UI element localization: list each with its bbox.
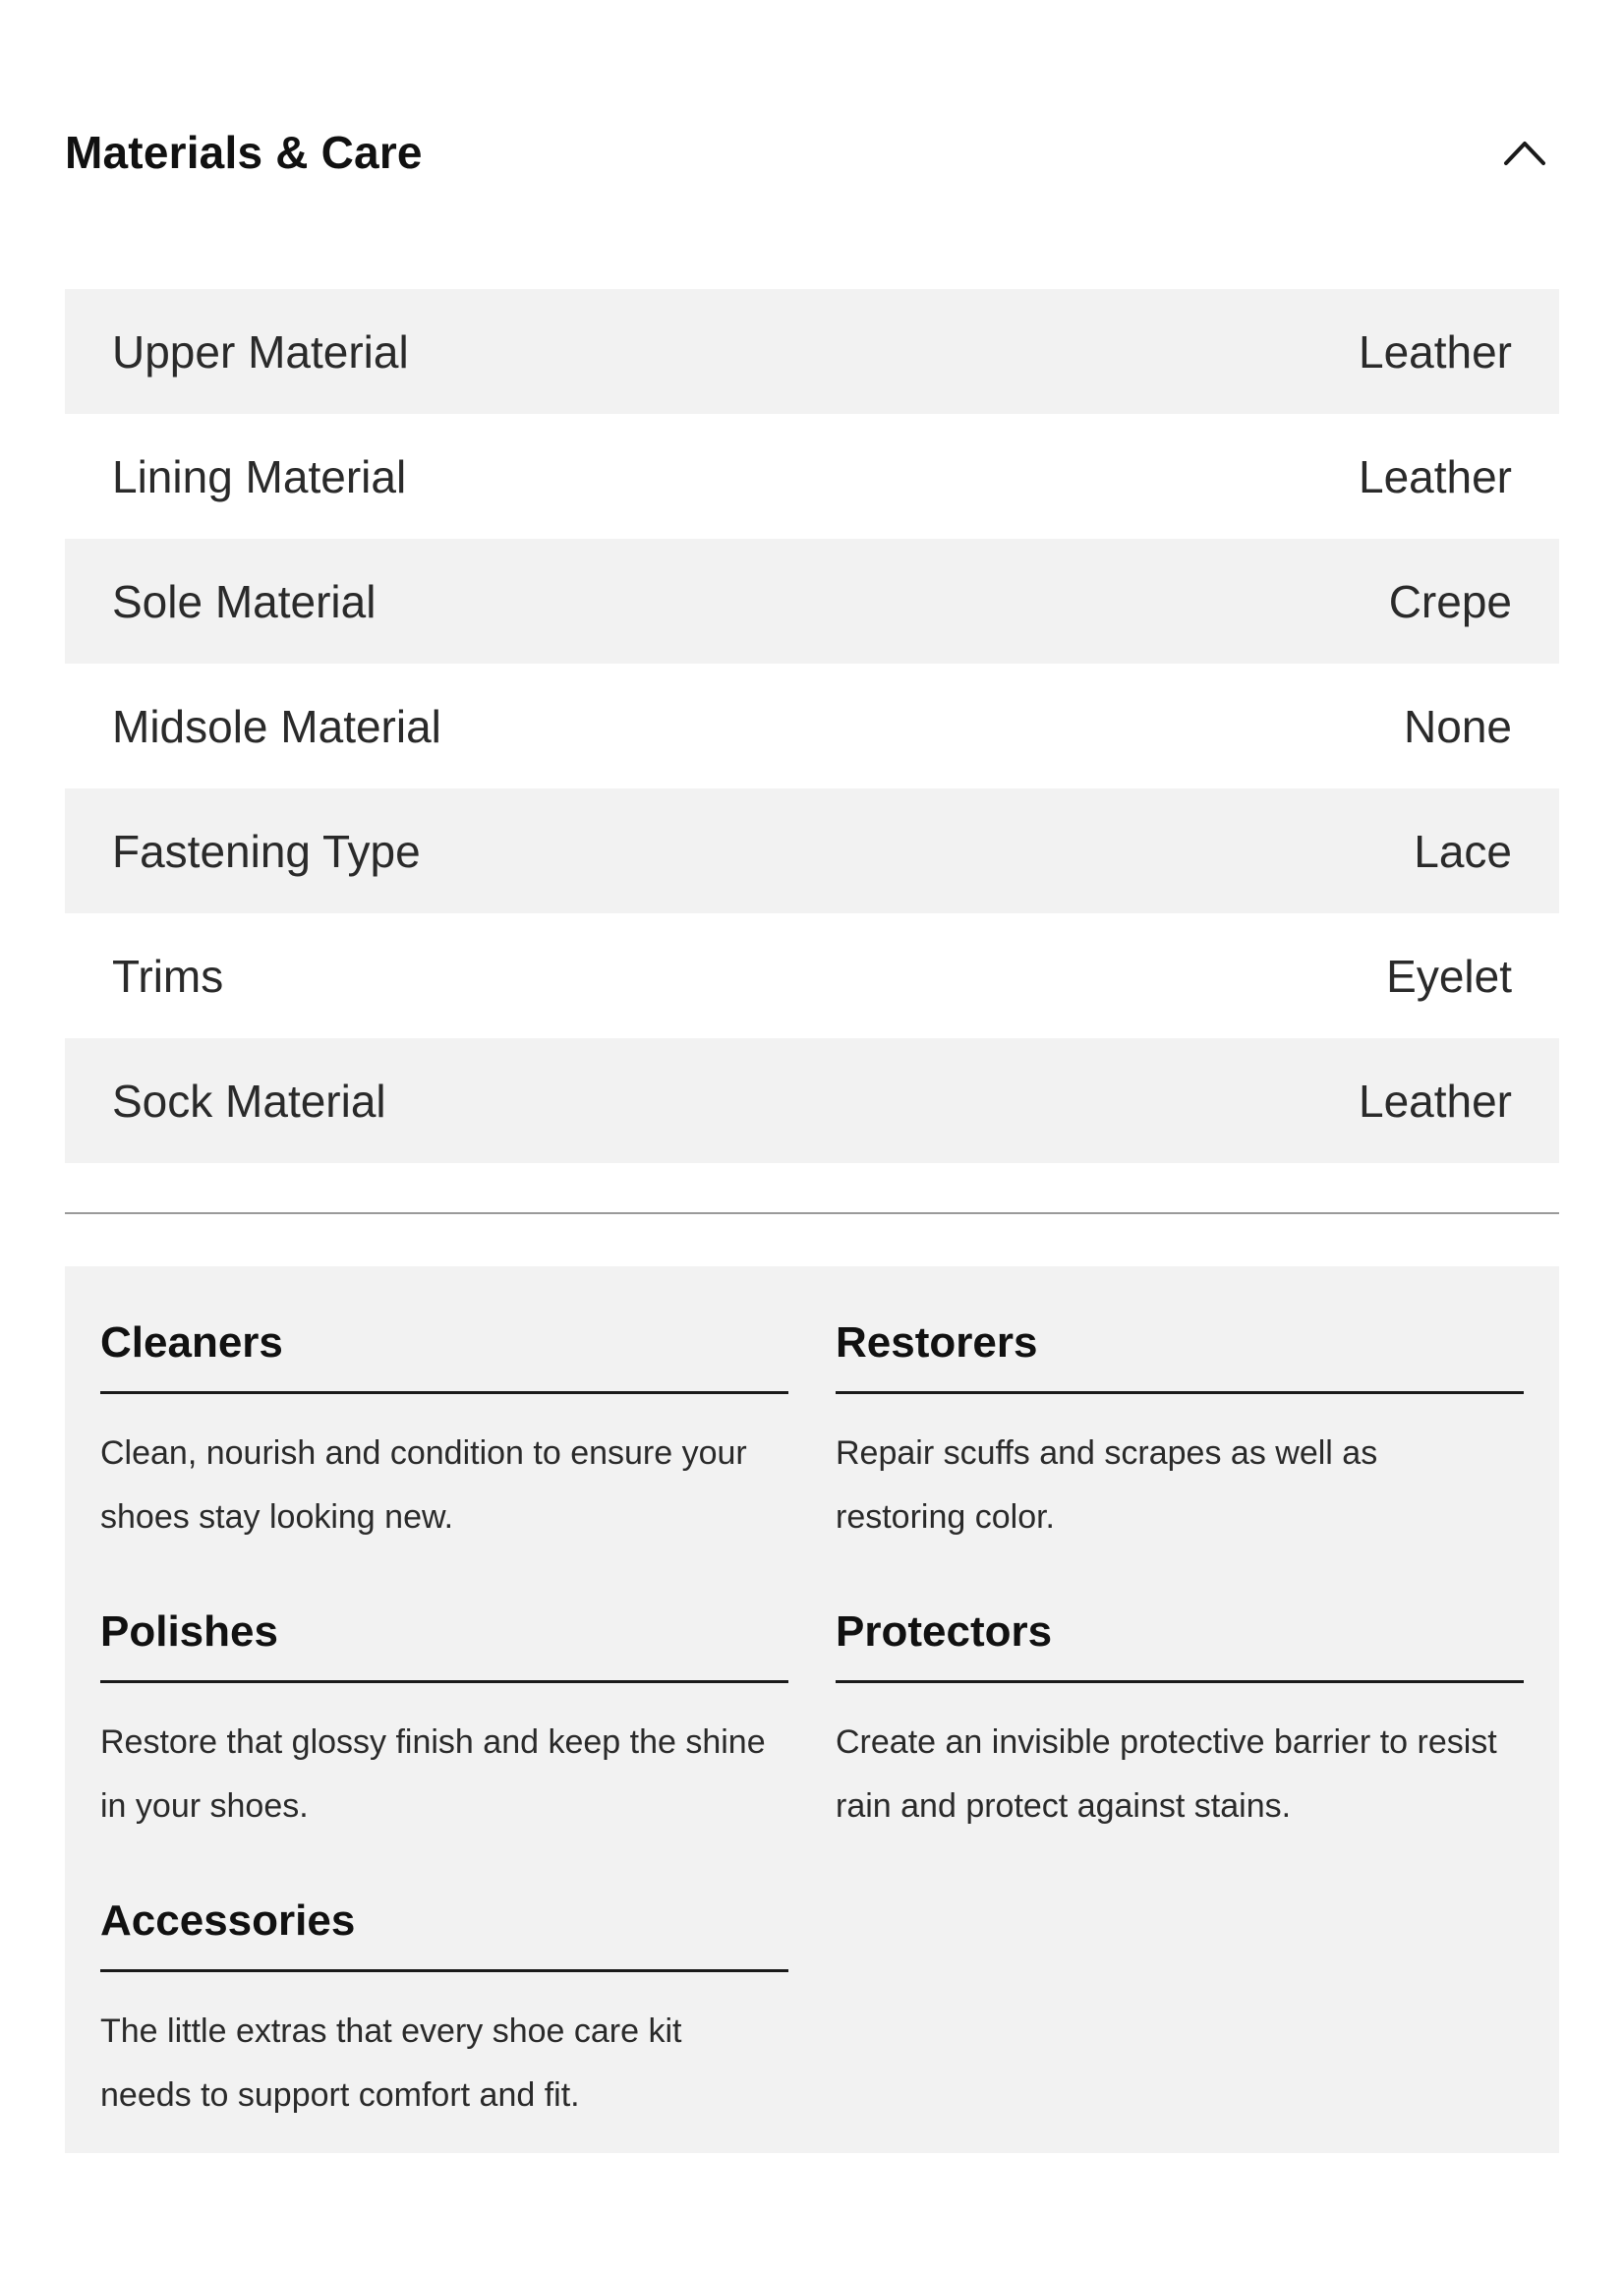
care-products-panel	[65, 1266, 1559, 2153]
spec-value: Crepe	[1388, 575, 1512, 627]
spec-label: Upper Material	[112, 325, 409, 378]
care-title[interactable]: Cleaners	[100, 1318, 283, 1367]
chevron-up-icon[interactable]	[1500, 128, 1549, 177]
materials-care-accordion-header[interactable]	[65, 108, 1559, 197]
care-grid	[100, 1266, 1524, 2133]
care-title-wrap	[836, 1266, 1524, 1394]
section-divider	[65, 1212, 1559, 1214]
care-title-wrap	[100, 1266, 788, 1394]
care-title[interactable]: Protectors	[836, 1607, 1053, 1656]
care-item-polishes[interactable]	[100, 1555, 788, 1844]
spec-row-trims	[65, 913, 1559, 1038]
care-description: The little extras that every shoe care kit needs to support comfort and fit.	[100, 2012, 682, 2114]
care-title-wrap	[836, 1555, 1524, 1683]
care-description: Clean, nourish and condition to ensure your shoes stay looking new.	[100, 1434, 747, 1536]
care-item-cleaners[interactable]	[100, 1266, 788, 1555]
care-description: Repair scuffs and scrapes as well as restoring color.	[836, 1434, 1378, 1536]
spec-value: Lace	[1414, 825, 1512, 877]
care-title[interactable]: Accessories	[100, 1896, 356, 1945]
care-item-restorers[interactable]	[836, 1266, 1524, 1555]
spec-row-fastening-type	[65, 788, 1559, 913]
care-title-wrap	[100, 1555, 788, 1683]
spec-row-midsole-material	[65, 664, 1559, 788]
accordion-title: Materials & Care	[65, 127, 423, 178]
spec-value: Leather	[1358, 1075, 1512, 1127]
spec-label: Sock Material	[112, 1075, 386, 1127]
spec-label: Lining Material	[112, 450, 407, 502]
spec-row-sole-material	[65, 539, 1559, 664]
spec-value: Eyelet	[1386, 950, 1512, 1002]
spec-label: Midsole Material	[112, 700, 441, 752]
spec-table	[65, 289, 1559, 1163]
spec-value: None	[1404, 700, 1512, 752]
spec-row-lining-material	[65, 414, 1559, 539]
spec-label: Fastening Type	[112, 825, 421, 877]
care-description: Restore that glossy finish and keep the shine in your shoes.	[100, 1723, 766, 1825]
care-description: Create an invisible protective barrier to resist rain and protect against stains.	[836, 1723, 1497, 1825]
spec-label: Sole Material	[112, 575, 377, 627]
care-title-wrap	[100, 1844, 788, 1972]
care-title[interactable]: Restorers	[836, 1318, 1038, 1367]
spec-value: Leather	[1358, 450, 1512, 502]
care-item-protectors[interactable]	[836, 1555, 1524, 1844]
care-item-accessories[interactable]	[100, 1844, 788, 2133]
spec-row-upper-material	[65, 289, 1559, 414]
care-title[interactable]: Polishes	[100, 1607, 278, 1656]
spec-row-sock-material	[65, 1038, 1559, 1163]
spec-value: Leather	[1358, 325, 1512, 378]
spec-label: Trims	[112, 950, 224, 1002]
